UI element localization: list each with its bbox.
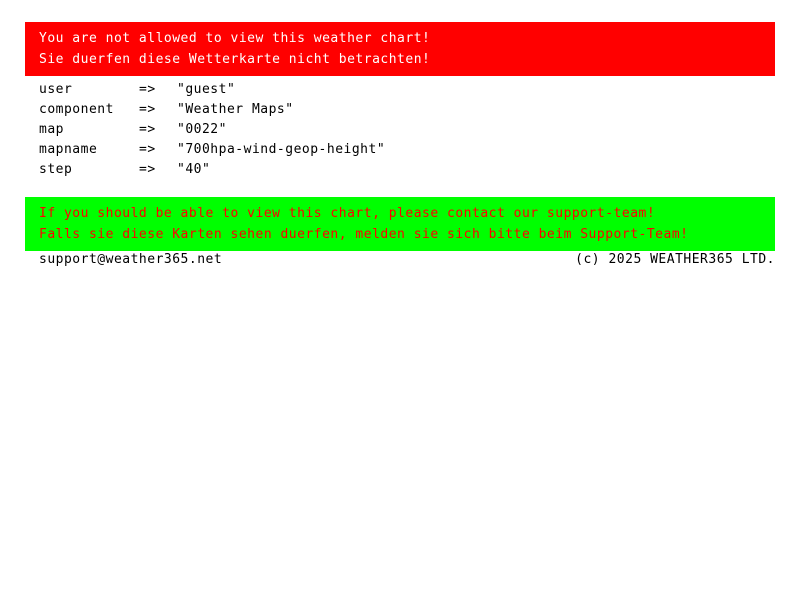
info-banner-line-en: If you should be able to view this chart, please contact our support-team!: [39, 206, 656, 221]
parameter-list: [39, 80, 385, 180]
parameter-arrow: =>: [139, 122, 156, 137]
parameter-key: user: [39, 82, 73, 97]
parameter-value: "Weather Maps": [177, 102, 294, 117]
info-banner: [25, 197, 775, 251]
parameter-value: "0022": [177, 122, 227, 137]
footer: [39, 251, 775, 269]
error-banner: [25, 22, 775, 76]
error-banner-line-de: Sie duerfen diese Wetterkarte nicht betrachten!: [39, 52, 431, 67]
parameter-row: [39, 140, 385, 160]
parameter-row: [39, 120, 385, 140]
parameter-value: "guest": [177, 82, 236, 97]
copyright-notice: (c) 2025 WEATHER365 LTD.: [575, 252, 775, 267]
parameter-key: step: [39, 162, 73, 177]
parameter-row: [39, 160, 385, 180]
parameter-value: "40": [177, 162, 211, 177]
parameter-row: [39, 80, 385, 100]
error-banner-line-en: You are not allowed to view this weather chart!: [39, 31, 431, 46]
parameter-key: component: [39, 102, 114, 117]
parameter-arrow: =>: [139, 102, 156, 117]
info-banner-line-de: Falls sie diese Karten sehen duerfen, melden sie sich bitte beim Support-Team!: [39, 227, 689, 242]
parameter-value: "700hpa-wind-geop-height": [177, 142, 386, 157]
parameter-row: [39, 100, 385, 120]
parameter-key: mapname: [39, 142, 98, 157]
parameter-arrow: =>: [139, 142, 156, 157]
parameter-key: map: [39, 122, 64, 137]
support-email[interactable]: support@weather365.net: [39, 252, 223, 267]
parameter-arrow: =>: [139, 162, 156, 177]
parameter-arrow: =>: [139, 82, 156, 97]
